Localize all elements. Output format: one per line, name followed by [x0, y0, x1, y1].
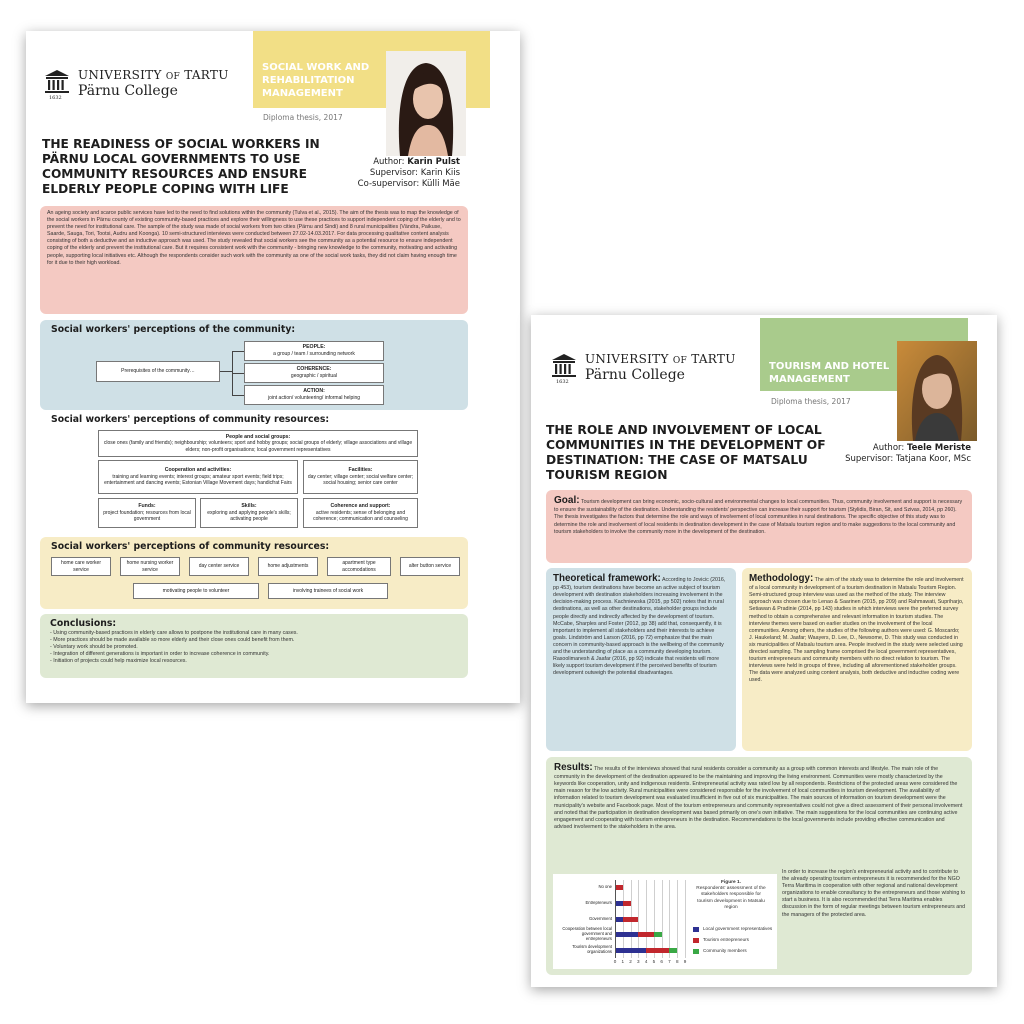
x-tick-label: 5 — [652, 959, 656, 964]
chart-bar — [615, 885, 623, 890]
node-text: geographic / spiritual — [290, 373, 338, 380]
chart-bar — [615, 948, 646, 953]
supervisor: Supervisor: Karin Kiis — [369, 168, 460, 179]
intro-text: An ageing society and scarce public services have led to the need to find solutions within the community (Tulva et al., 2015). The aim of the thesis was to map the knowledge of the social workers in Pärnu county of existing community-based practices and explore their willingness to use these practices to support independent coping of the elderly and to prevent the need for institutional care. The sample of the study was made of social workers from two cities (Pärnu and Sindi) and 8 rural municipalities (Vändra, Paikuse, Saarde, Sauga, Tori, Tootsi, Audru and Koonga). 10 semi-structured interviews were conducted between 27.02-14.03.2017. For data processing qualitative content analysis consisting of both a deductive and an inductive approach was used. The study revealed that social workers see the community as a potential resource to ensure independent coping of the elderly and prevent the institutional care. But it requires consistent work with the community - bringing new knowledge to the community, motivating and activating people, supporting local initiatives etc. Although the respondents consider such work with the community as one of the social work tasks, they did not claim having enough time for it due to their high workload. — [47, 210, 461, 266]
legend-swatch — [693, 938, 699, 943]
service-item: apartment type accomodations — [327, 557, 391, 576]
conclusions-title: Conclusions: — [50, 618, 117, 629]
results-text: The results of the interviews showed that rural residents consider a community as a group with common interests and lifestyle. The main role of the community in the development of the destination appeared to be the maintaining and improving the living environment. Communities were mostly characterized by the keywords like cooperation, unity and indigenous residents. Entrepreneurial activity was rated low by all respondents. Restrictions of the protected areas were considered the main reason for the low activity. Rural municipalities were considered responsible for the involvement of local communities in tourism development. The availability of information related to tourism development was evaluated insufficient in five out of six municipalities. The main sources of information on tourism development were the municipality's website and Facebook page. Most of the tourism entrepreneurs and community representatives could not give a direct assessment of their personal involvement and noted that the participation in destination development was based primarily on one's own initiative. The main suggestions for the local communities are continuing active engagement and cooperating with tourism entrepreneurs in the destination. Recommendations to the local governments include providing effective communication and advised involvement to the stakeholders in the area. — [554, 766, 963, 830]
x-tick-label: 9 — [683, 959, 687, 964]
university-of: OF — [165, 72, 181, 82]
service-item: alter button service — [400, 557, 460, 576]
theory-title: Theoretical framework: — [553, 573, 661, 584]
x-tick-label: 4 — [644, 959, 648, 964]
chart-legend — [693, 926, 773, 959]
node-title: ACTION: — [303, 388, 325, 395]
chart-bar — [669, 948, 677, 953]
resource-text: day center; village center; social welfare center; social housing; senior care center — [307, 473, 414, 487]
college-name: Pärnu College — [78, 82, 178, 99]
category-label: Government — [588, 915, 612, 921]
poster-social-work — [26, 31, 520, 703]
figure-title: Figure 1. — [721, 880, 741, 885]
x-tick-label: 3 — [637, 959, 640, 964]
x-tick-label: 7 — [668, 959, 671, 964]
methodology-title: Methodology: — [749, 573, 814, 584]
resource-skills — [200, 498, 298, 528]
chart-bar — [615, 901, 623, 906]
grid-line — [662, 880, 663, 958]
university-building-icon — [551, 353, 577, 379]
x-tick-label: 8 — [675, 959, 679, 964]
conclusion-item: - Initiation of projects could help maximize local resources. — [50, 658, 187, 665]
community-resources-box — [40, 413, 468, 531]
community-node-action — [244, 385, 384, 405]
author-line — [801, 443, 971, 454]
resource-cooperation — [98, 460, 298, 494]
chart-bar — [646, 948, 669, 953]
resource-title: Skills: — [241, 503, 257, 510]
poster-tourism — [531, 315, 997, 987]
author-line — [296, 157, 460, 168]
author-name: Karin Pulst — [407, 157, 460, 167]
service-item: motivating people to volunteer — [133, 583, 259, 599]
university-tartu: TARTU — [184, 68, 229, 82]
goal-box — [546, 490, 972, 563]
diploma-label: Diploma thesis, 2017 — [263, 113, 343, 122]
grid-line — [685, 880, 686, 958]
conclusion-item: - More practices should be made available so more elderly and their close ones could benefit from them. — [50, 637, 295, 644]
university-tartu: TARTU — [691, 352, 736, 366]
diploma-label: Diploma thesis, 2017 — [771, 397, 851, 406]
results-text-2: In order to increase the region's entrepreneurial activity and to contribute to the already operating tourism entrepreneurs it is recommended for the NGO Terra Maritima in cooperation with other regional and national development organizations to enable consultancy to the entrepreneurs and those wishing to start a business. It is also recommended that Terra Maritima enables discussion in the form of regular meetings between tourism entrepreneurs and the managers of the protected area. — [782, 869, 966, 918]
legend-swatch — [693, 949, 699, 954]
legend-item — [693, 926, 773, 932]
service-item: home nursing worker service — [120, 557, 180, 576]
chart-bar — [615, 917, 623, 922]
conclusion-item: - Using community-based practices in elderly care allows to postpone the institutional care in many cases. — [50, 630, 298, 636]
chart-bar — [623, 901, 631, 906]
resource-text: training and learning events; interest groups; amateur sport events; field trips; entertainment and dancing events; Estonian Village Movement days; handicfrat Fairs — [104, 473, 292, 487]
chart-bar — [615, 932, 638, 937]
author-label: Author: — [872, 443, 907, 453]
category-label: Cooperation between local government and entrepreneurs — [562, 926, 612, 942]
legend-item — [693, 937, 773, 943]
section-title: Social workers' perceptions of community resources: — [51, 414, 330, 425]
y-axis — [615, 880, 616, 958]
category-label: Tourism development organizations — [572, 944, 612, 955]
goal-title: Goal: — [554, 495, 580, 506]
results-box — [546, 757, 972, 975]
figure-1 — [553, 874, 777, 969]
conclusion-item: - Voluntary work should be promoted. — [50, 644, 138, 651]
authors-block — [296, 157, 460, 190]
community-perceptions-box — [40, 320, 468, 410]
co-supervisor: Co-supervisor: Külli Mäe — [357, 179, 460, 190]
root-node-label: Prerequisites of the community… — [121, 368, 195, 375]
node-title: COHERENCE: — [296, 366, 332, 373]
university-logo — [44, 69, 229, 99]
grid-line — [669, 880, 670, 958]
intro-box — [40, 206, 468, 314]
node-text: a group / team / surrounding network — [273, 351, 355, 358]
founded-year: 1632 — [49, 95, 62, 101]
resource-title: Cooperation and activities: — [164, 467, 232, 474]
chart-bar — [654, 932, 662, 937]
figure-caption: Respondents' assessment of the stakeholders responsible for tourism development in Matsalu region — [696, 886, 766, 910]
author-name: Teele Meriste — [906, 443, 971, 453]
service-item: home adjustments — [258, 557, 318, 576]
methodology-box — [742, 568, 972, 751]
university-name: UNIVERSITY — [585, 352, 669, 366]
community-root-node — [96, 361, 220, 382]
resource-text: active residents; sense of belonging and coherence; communication and counseling — [313, 509, 408, 523]
conclusions-box — [40, 614, 468, 678]
node-text: joint action/ volunteering/ informal helping — [268, 395, 360, 402]
resource-coherence — [303, 498, 418, 528]
x-tick-label: 0 — [613, 959, 617, 964]
university-name: UNIVERSITY — [78, 68, 162, 82]
author-label: Author: — [373, 157, 408, 167]
resource-people — [98, 430, 418, 457]
theory-box — [546, 568, 736, 751]
college-name: Pärnu College — [585, 366, 685, 383]
legend-item — [693, 948, 773, 954]
node-title: PEOPLE: — [302, 344, 326, 351]
figure-caption-block — [693, 880, 769, 911]
resource-title: People and social groups: — [225, 433, 291, 440]
resource-title: Facilities: — [348, 467, 373, 474]
chart-bar — [638, 932, 654, 937]
x-tick-label: 6 — [660, 959, 663, 964]
grid-line — [654, 880, 655, 958]
legend-label: Local government representatives — [703, 926, 773, 931]
author-photo — [897, 341, 977, 441]
grid-line — [677, 880, 678, 958]
resource-title: Funds: — [138, 503, 156, 510]
chart-bar — [623, 917, 639, 922]
resource-funds — [98, 498, 196, 528]
section-title: Social workers' perceptions of community resources: — [51, 541, 330, 552]
legend-label: Tourism entrepreneurs — [703, 937, 749, 943]
resource-text: close ones (family and friends); neighbourship; volunteers; sport and hobby groups; social groups of elderly; village associations and village elders; non-profit organisations; local government representatives — [103, 440, 413, 453]
category-label: No one — [598, 884, 612, 890]
x-tick-label: 1 — [621, 959, 625, 964]
results-title: Results: — [554, 762, 593, 773]
poster-title: THE ROLE AND INVOLVEMENT OF LOCAL COMMUNITIES IN THE DEVELOPMENT OF DESTINATION: THE CASE OF MATSALU TOURISM REGION — [546, 423, 826, 482]
goal-text: Tourism development can bring economic, socio-cultural and environmental changes to local communities. Thus, community involvement and support is necessary to ensure the sustainability of the destination. Understanding the residents' perspective can increase their support for tourism (Stylidis, Biran, Sit, and Szivas, 2014, pp 260). The thesis investigates the factors that determine the role and ways of involvement of local communities in rural destinations. The specific objective of this study was to determine the role and involvement of local residents in destination development in the case of Matsalu tourism region and to make suggestions to the local community and tourism stakeholders to involve the community more in the development of the destination. — [554, 499, 963, 535]
resource-title: Coherence and support: — [330, 503, 391, 510]
community-node-people — [244, 341, 384, 361]
x-tick-label: 2 — [629, 959, 632, 964]
legend-label: Community members — [703, 948, 747, 954]
community-services-box — [40, 537, 468, 609]
university-building-icon — [44, 69, 70, 95]
poster-title: THE READINESS OF SOCIAL WORKERS IN PÄRNU LOCAL GOVERNMENTS TO USE COMMUNITY RESOURCES AND ENSURE ELDERLY PEOPLE COPING WITH LIFE — [42, 137, 320, 196]
service-item: day center service — [189, 557, 249, 576]
community-node-coherence — [244, 363, 384, 383]
university-of: OF — [672, 356, 688, 366]
grid-line — [638, 880, 639, 958]
author-photo — [386, 51, 466, 156]
resource-facilities — [303, 460, 418, 494]
founded-year: 1632 — [556, 379, 569, 385]
university-logo — [551, 353, 736, 383]
service-item: involving trainees of social work — [268, 583, 388, 599]
legend-swatch — [693, 927, 699, 932]
supervisor: Supervisor: Tatjana Koor, MSc — [845, 454, 971, 465]
program-name: TOURISM AND HOTEL MANAGEMENT — [760, 318, 968, 391]
grid-line — [646, 880, 647, 958]
section-title: Social workers' perceptions of the community: — [51, 324, 296, 335]
program-name: SOCIAL WORK AND REHABILITATION MANAGEMENT — [253, 31, 490, 108]
conclusion-item: - Integration of different generations is important in order to increase coherence in community. — [50, 651, 270, 658]
service-item: home care worker service — [51, 557, 111, 576]
theory-text: According to Jovicic (2016, pp 453), tourism destinations have become an active subject of tourism development with destination stakeholders increasing involvement in the decision-making process. Kachniewska (2015, pp 502) notes that in rural destinations, as well as other destinations, stakeholder groups include people directly and indirectly affected by the development of tourism. McCabe, Sharples and Foster (2012, pp 38) add that, consequently, it is important to implement all stakeholders and their interests to achieve goals. Lindström and Larson (2016, pp 72) emphasize that the main concern in community-based approach is the wellbeing of the community and the understanding of place as a community developing tourism. Rasoolimanesh & Jaafar (2016, pp 92) indicate that residents will more likely support tourism development if the perceived benefits of tourism development outweigh the potential disadvantages. — [553, 577, 726, 677]
category-label: Entrepreneurs — [585, 899, 612, 905]
resource-text: exploring and applying people's skills; activating people — [207, 509, 291, 523]
authors-block — [801, 443, 971, 465]
resource-text: project foundation; resources from local government — [103, 509, 191, 523]
methodology-text: The aim of the study was to determine the role and involvement of a local community in development of a tourism destination in Matsalu Tourism Region. Semi-structured group interview was used as the method of the study. The interview approach was chosen due to Lenao & Saarinen (2015, pp 209) and Rahmawati, Supriharjo, Setiawan & Pradinie (2014, pp 143) studies in which interviews were the preferred survey method to obtain a comprehensive and relevant information in tourism studies. The interview themes were based on earlier studies on the involvement of the local communities. Among others, the studies of the following authors were used: G. Moscardo; J. Haukeland; M. Jaafar; Waayers, D. Lee, D., Newsome, D. This study was conducted in six municipalities of Matsalu tourism area. People involved in the study were selected using directed sampling. The sampling frame comprised the local government representatives, tourism entrepreneurs and community members with no direct relation to tourism. The interviews were held in groups of three, including all aforementioned stakeholder groups. The data were analyzed using content analysis, both deductive and inductive coding were used. — [749, 577, 964, 684]
